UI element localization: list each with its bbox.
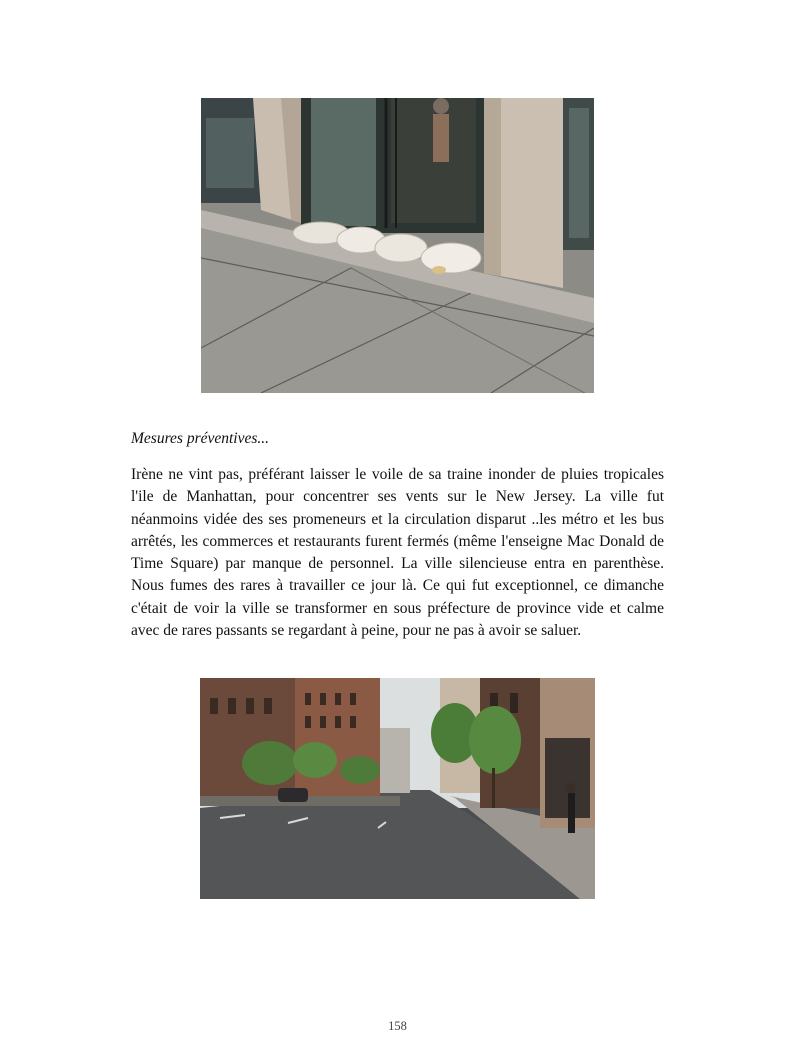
body-paragraph: Irène ne vint pas, préférant laisser le voile de sa traine inonder de pluies tropicales l'ile de Manhattan, pour concentrer ses vents sur le New Jersey. La ville fut néanmoins vidée des ses promeneurs et la circulation disparut ..les métro et les bus arrêtés, les commerces et restaurants furent fermés (même l'enseigne Mac Donald de Time Square) par manque de personnel. La ville silencieuse entra en parenthèse. Nous fumes des rares à travailler ce jour là. Ce qui fut exceptionnel, ce dimanche c'était de voir la ville se transformer en sous préfecture de province vide et calme avec de rares passants se regardant à peine, pour ne pas à avoir se saluer.	[131, 466, 664, 640]
photo-sandbags-storefront	[201, 98, 594, 393]
photo-caption: Mesures préventives...	[131, 430, 270, 447]
photo-empty-street	[200, 678, 595, 899]
page-number: 158	[388, 1019, 407, 1033]
